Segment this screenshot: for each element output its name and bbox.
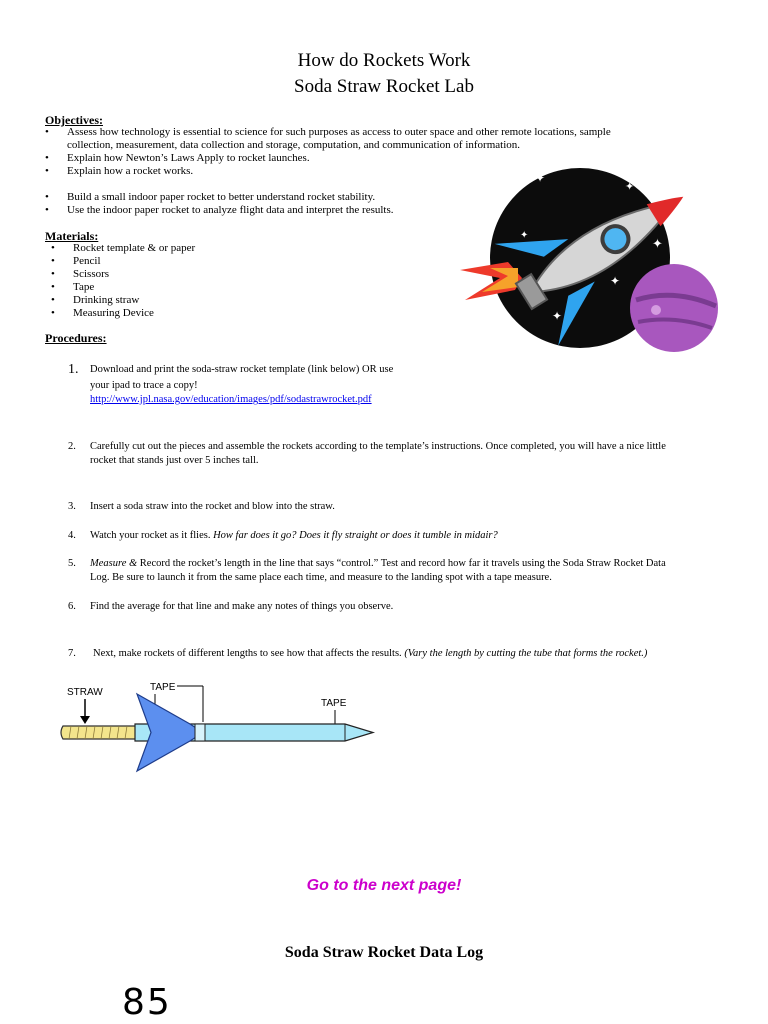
svg-text:✦: ✦ [610,274,621,288]
tape-band [195,724,205,741]
next-page-note: Go to the next page! [306,877,462,894]
objective-item: • Explain how a rocket works. [45,165,194,177]
svg-text:✦: ✦ [500,188,512,204]
svg-text:✦: ✦ [552,309,563,323]
materials-heading: Materials: [45,229,99,243]
material-item: • Rocket template & or paper [51,242,196,254]
material-item: • Measuring Device [51,307,154,319]
svg-text:✦: ✦ [535,171,546,185]
data-log-title: Soda Straw Rocket Data Log [284,944,484,961]
title-line-1: How do Rockets Work [297,50,471,71]
material-item: • Drinking straw [51,294,140,306]
objectives-heading: Objectives: [45,113,103,127]
procedures-heading: Procedures: [45,331,107,345]
objective-item: • Assess how technology is essential to science for such purposes as access to outer space and other remote locations, sample [45,126,611,138]
straw-rocket-diagram [55,676,385,776]
planet [630,264,718,352]
material-item: • Scissors [51,268,110,280]
objective-item: • Explain how Newton’s Laws Apply to rocket launches. [45,152,310,164]
svg-text:✦: ✦ [520,230,529,241]
rocket-illustration [460,160,720,360]
template-link[interactable]: http://www.jpl.nasa.gov/education/images/pdf/sodastrawrocket.pdf [90,394,372,405]
handwritten-number: 85 [122,982,172,1023]
straw-label: STRAW [67,687,103,698]
material-item: • Pencil [51,255,101,267]
objective-item: • Build a small indoor paper rocket to better understand rocket stability. [45,191,376,203]
title-line-2: Soda Straw Rocket Lab [294,76,474,97]
objective-item-cont: collection, measurement, data collection and storage, computation, and communication of information. [67,139,520,151]
tape-label-top: TAPE [150,682,176,693]
material-item: • Tape [51,281,95,293]
objective-item: • Use the indoor paper rocket to analyze flight data and interpret the results. [45,204,394,216]
svg-text:✦: ✦ [652,237,663,252]
svg-text:✦: ✦ [625,180,635,193]
tape-label-right: TAPE [321,698,347,709]
